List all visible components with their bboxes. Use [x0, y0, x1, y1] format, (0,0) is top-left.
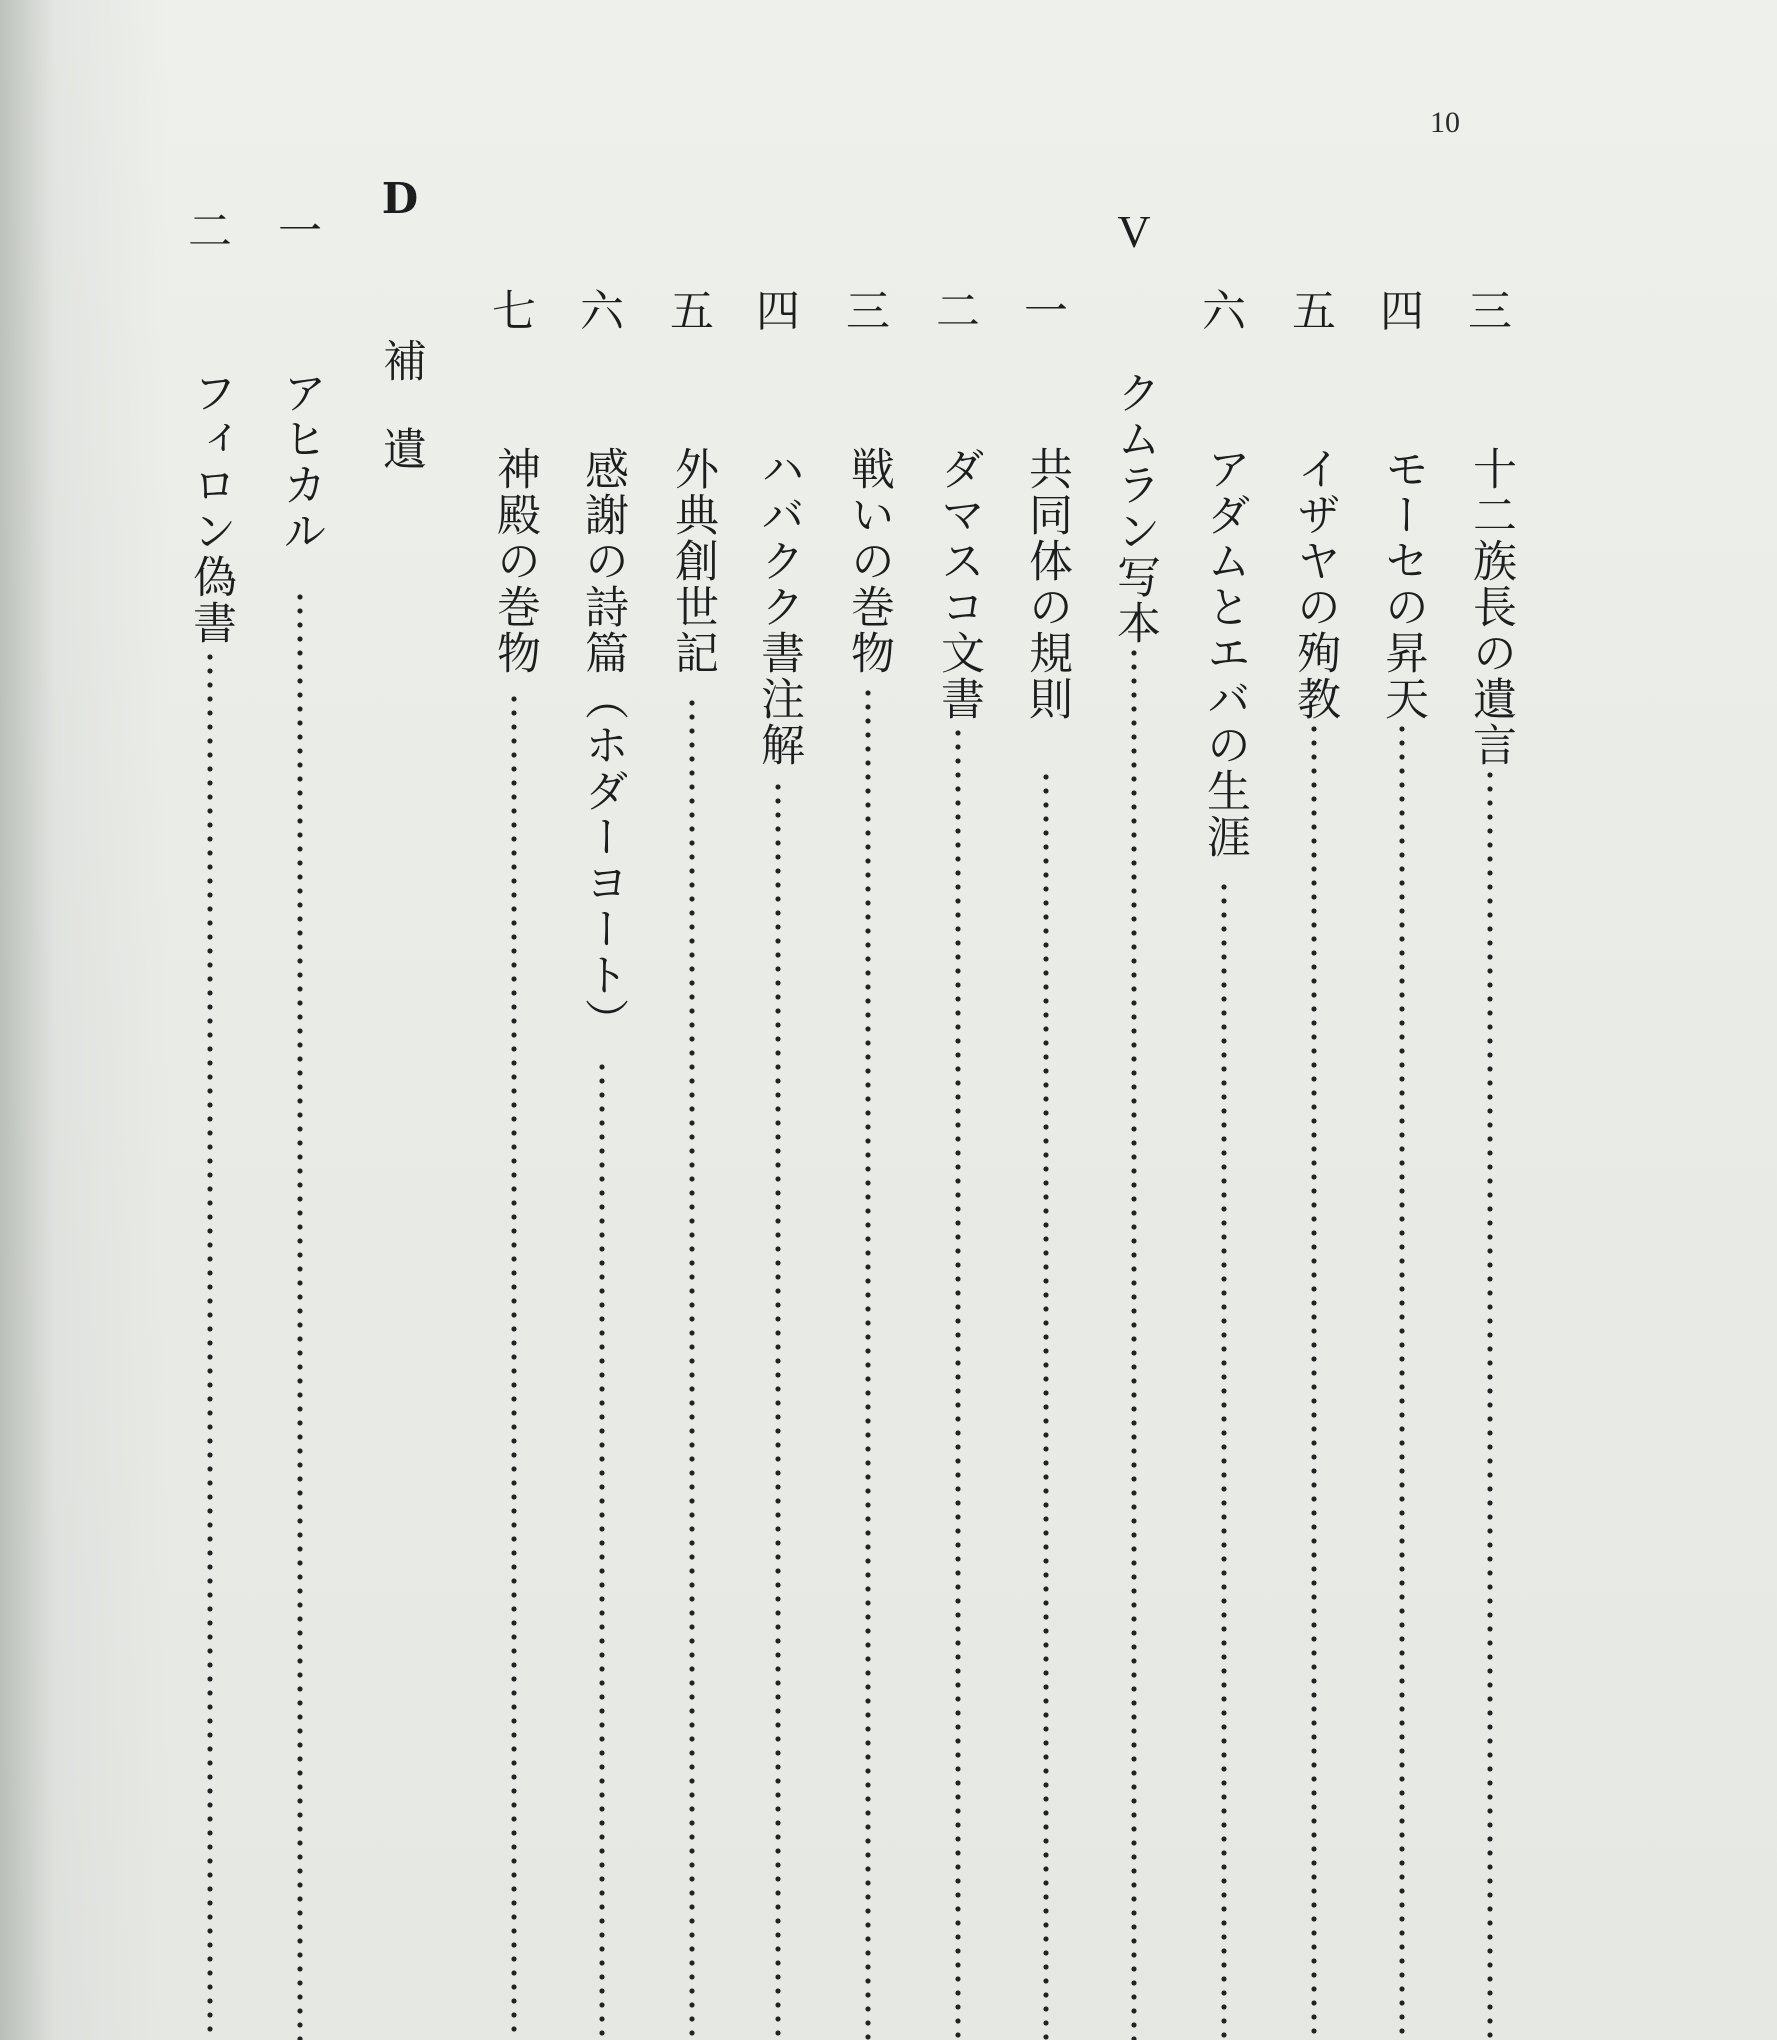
dot-leader: [1130, 646, 1138, 2040]
toc-entry[interactable]: [1192, 280, 1256, 2040]
section-letter: D: [381, 174, 419, 223]
toc-entry[interactable]: [178, 206, 242, 2040]
entry-number: 二: [936, 286, 980, 337]
entry-title: ダマスコ文書: [933, 446, 984, 722]
entry-title: 戦いの巻物: [843, 446, 894, 676]
toc-entry[interactable]: [1102, 206, 1166, 2040]
entry-number: 一: [1024, 286, 1068, 337]
entry-number: 一: [278, 206, 322, 257]
dot-leader: [598, 1060, 606, 2040]
entry-title: アヒカル: [275, 370, 326, 554]
entry-number: 七: [492, 286, 536, 337]
entry-number: 六: [580, 286, 624, 337]
dot-leader: [688, 696, 696, 2040]
entry-title: アダムとエバの生涯: [1199, 446, 1250, 860]
toc-entry[interactable]: [1370, 280, 1434, 2040]
dot-leader: [1398, 722, 1406, 2040]
entry-title: モーセの昇天: [1377, 446, 1428, 722]
toc-entry[interactable]: [836, 280, 900, 2040]
toc-entry[interactable]: [570, 280, 634, 2040]
entry-title: 神殿の巻物: [489, 446, 540, 676]
entry-title: 十二族長の遺言: [1465, 446, 1516, 768]
dot-leader: [1042, 770, 1050, 2040]
entry-number: V: [1117, 206, 1151, 257]
toc-entry[interactable]: [926, 280, 990, 2040]
dot-leader: [954, 726, 962, 2040]
section-title: 補遺: [375, 338, 426, 514]
entry-title: 感謝の詩篇（ホダーヨート）: [577, 446, 628, 1044]
toc-entry[interactable]: [1458, 280, 1522, 2040]
entry-title: ハバクク書注解: [753, 446, 804, 768]
dot-leader: [206, 650, 214, 2040]
toc-entry[interactable]: [268, 206, 332, 2040]
entry-number: 三: [1468, 286, 1512, 337]
page-number: 10: [1430, 106, 1460, 139]
toc-entry[interactable]: [660, 280, 724, 2040]
dot-leader: [1310, 722, 1318, 2040]
toc-entry[interactable]: [482, 280, 546, 2040]
dot-leader: [1486, 768, 1494, 2040]
entry-title: フィロン偽書: [185, 370, 236, 646]
dot-leader: [864, 686, 872, 2040]
entry-title: 外典創世記: [667, 446, 718, 676]
entry-number: 五: [670, 286, 714, 337]
entry-title: 共同体の規則: [1021, 446, 1072, 722]
entry-title: イザヤの殉教: [1289, 446, 1340, 722]
entry-number: 四: [756, 286, 800, 337]
dot-leader: [296, 590, 304, 2040]
toc-entry[interactable]: [1014, 280, 1078, 2040]
entry-number: 四: [1380, 286, 1424, 337]
dot-leader: [774, 780, 782, 2040]
toc-entry[interactable]: [746, 280, 810, 2040]
entry-number: 三: [846, 286, 890, 337]
dot-leader: [510, 692, 518, 2040]
toc-entry[interactable]: [1282, 280, 1346, 2040]
entry-number: 六: [1202, 286, 1246, 337]
entry-number: 五: [1292, 286, 1336, 337]
dot-leader: [1220, 880, 1228, 2040]
entry-title: クムラン写本: [1109, 370, 1160, 646]
entry-number: 二: [188, 206, 232, 257]
section-heading[interactable]: [368, 280, 432, 2040]
